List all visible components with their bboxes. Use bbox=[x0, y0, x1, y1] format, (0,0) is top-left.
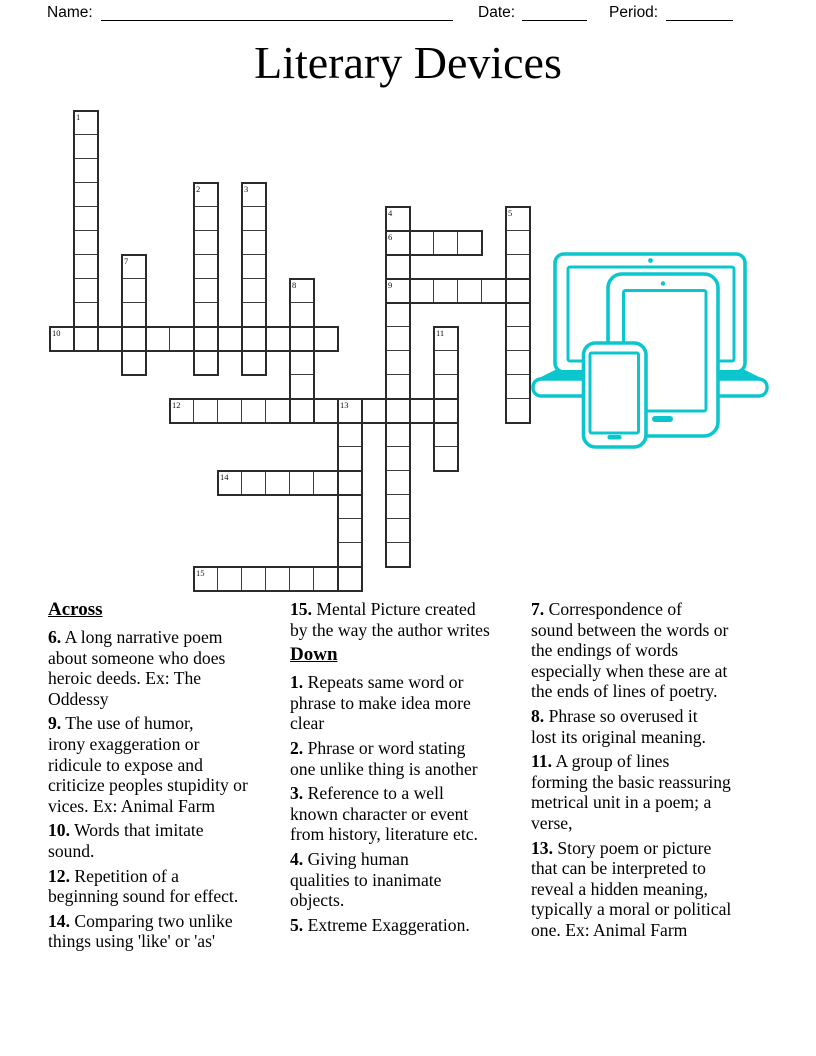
crossword-cell bbox=[241, 302, 267, 328]
crossword-cell bbox=[289, 566, 315, 592]
crossword-cell bbox=[313, 326, 339, 352]
clue-number: 6. bbox=[48, 627, 62, 647]
clue: 5. Extreme Exaggeration. bbox=[290, 914, 470, 935]
crossword-cell bbox=[385, 494, 411, 520]
crossword-cell bbox=[241, 470, 267, 496]
crossword-cell bbox=[385, 350, 411, 376]
crossword-cell bbox=[289, 374, 315, 400]
crossword-cell bbox=[193, 230, 219, 256]
crossword-cell bbox=[193, 398, 219, 424]
crossword-cell bbox=[73, 182, 99, 208]
crossword-cell bbox=[385, 302, 411, 328]
crossword-cell bbox=[337, 446, 363, 472]
crossword-cell bbox=[289, 470, 315, 496]
crossword-cell bbox=[73, 134, 99, 160]
date-blank-line bbox=[522, 20, 587, 21]
crossword-cell bbox=[361, 398, 387, 424]
crossword-cell bbox=[217, 398, 243, 424]
clue: 1. Repeats same word or phrase to make idea more clear bbox=[290, 672, 471, 734]
page-title: Literary Devices bbox=[254, 37, 562, 88]
crossword-cell bbox=[121, 302, 147, 328]
phone-home-button bbox=[608, 435, 622, 440]
clue-number: 1. bbox=[290, 672, 304, 693]
crossword-cell bbox=[505, 254, 531, 280]
crossword-cell bbox=[289, 398, 315, 424]
clue: 13. Story poem or picture that can be interpreted to reveal a hidden meaning, typically a moral or political one. Ex: Animal Farm bbox=[531, 837, 732, 940]
clue-number: 13. bbox=[531, 837, 553, 858]
crossword-cell bbox=[193, 278, 219, 304]
clue: 11. A group of lines forming the basic reassuring metrical unit in a poem; a verse, bbox=[531, 751, 731, 833]
crossword-cell bbox=[241, 398, 267, 424]
crossword-cell bbox=[121, 350, 147, 376]
crossword-cell bbox=[505, 326, 531, 352]
crossword-cell bbox=[217, 566, 243, 592]
clue-number: 12. bbox=[48, 865, 70, 886]
crossword-cell bbox=[265, 470, 291, 496]
crossword-cell bbox=[73, 302, 99, 328]
crossword-cell bbox=[121, 278, 147, 304]
crossword-cell bbox=[73, 158, 99, 184]
crossword-number: 2 bbox=[196, 183, 201, 194]
clue: 14. Comparing two unlike things using 'like' or 'as' bbox=[48, 910, 233, 952]
crossword-cell bbox=[241, 206, 267, 232]
crossword-cell bbox=[385, 446, 411, 472]
crossword-cell bbox=[433, 230, 459, 256]
crossword-cell bbox=[385, 398, 411, 424]
crossword-cell bbox=[505, 374, 531, 400]
clue: 8. Phrase so overused it lost its original meaning. bbox=[531, 705, 706, 747]
crossword-cell bbox=[385, 254, 411, 280]
crossword-number: 6 bbox=[388, 231, 393, 242]
crossword-cell bbox=[505, 278, 531, 304]
crossword-number: 1 bbox=[76, 111, 81, 122]
clue-list-heading: Across bbox=[48, 599, 103, 620]
clue-number: 9. bbox=[48, 713, 62, 734]
crossword-cell bbox=[457, 278, 483, 304]
phone-icon bbox=[584, 343, 647, 447]
crossword-cell bbox=[73, 278, 99, 304]
crossword-cell bbox=[433, 398, 459, 424]
crossword-number: 5 bbox=[508, 207, 513, 218]
crossword-number: 3 bbox=[244, 183, 249, 194]
clue: 15. Mental Picture created by the way the author writes bbox=[290, 599, 490, 640]
clue-number: 11. bbox=[531, 751, 553, 772]
period-label: Period: bbox=[609, 4, 659, 21]
crossword-grid bbox=[49, 110, 533, 594]
period-blank-line bbox=[666, 20, 733, 21]
crossword-cell bbox=[193, 206, 219, 232]
crossword-cell bbox=[145, 326, 171, 352]
crossword-cell bbox=[337, 566, 363, 592]
crossword-cell bbox=[121, 326, 147, 352]
crossword-cell bbox=[505, 230, 531, 256]
clue-number: 15. bbox=[290, 599, 312, 619]
crossword-cell bbox=[169, 326, 195, 352]
crossword-cell bbox=[433, 278, 459, 304]
crossword-cell bbox=[265, 326, 291, 352]
crossword-cell bbox=[193, 254, 219, 280]
crossword-cell bbox=[433, 374, 459, 400]
crossword-cell bbox=[481, 278, 507, 304]
crossword-cell bbox=[241, 254, 267, 280]
crossword-cell bbox=[289, 350, 315, 376]
crossword-cell bbox=[265, 566, 291, 592]
crossword-cell bbox=[313, 566, 339, 592]
clue-number: 7. bbox=[531, 599, 545, 619]
clue: 12. Repetition of a beginning sound for effect. bbox=[48, 865, 239, 907]
crossword-cell bbox=[241, 230, 267, 256]
tablet-home-button bbox=[652, 416, 673, 422]
crossword-cell bbox=[241, 350, 267, 376]
clue-number: 4. bbox=[290, 848, 304, 869]
crossword-cell bbox=[97, 326, 123, 352]
crossword-cell bbox=[289, 302, 315, 328]
crossword-cell bbox=[409, 278, 435, 304]
tablet-camera-dot bbox=[661, 281, 665, 285]
name-blank-line bbox=[101, 20, 453, 21]
crossword-cell bbox=[193, 326, 219, 352]
crossword-cell bbox=[385, 422, 411, 448]
clue-number: 5. bbox=[290, 914, 304, 935]
crossword-number: 14 bbox=[220, 471, 229, 482]
clue: 3. Reference to a well known character or event from history, literature etc. bbox=[290, 783, 478, 845]
crossword-number: 7 bbox=[124, 255, 129, 266]
crossword-cell bbox=[241, 566, 267, 592]
crossword-cell bbox=[73, 326, 99, 352]
clue-column-2 bbox=[290, 599, 530, 939]
laptop-camera-dot bbox=[648, 258, 653, 263]
crossword-cell bbox=[337, 542, 363, 568]
crossword-cell bbox=[73, 206, 99, 232]
crossword-cell bbox=[241, 278, 267, 304]
crossword-cell bbox=[241, 326, 267, 352]
crossword-cell bbox=[385, 470, 411, 496]
crossword-cell bbox=[265, 398, 291, 424]
crossword-number: 13 bbox=[340, 399, 349, 410]
crossword-cell bbox=[73, 230, 99, 256]
clue: 6. A long narrative poem about someone who does heroic deeds. Ex: The Oddessy bbox=[48, 627, 226, 709]
clue: 2. Phrase or word stating one unlike thing is another bbox=[290, 737, 478, 779]
clue: 9. The use of humor, irony exaggeration or ridicule to expose and criticize peoples stupidity or vices. Ex: Animal Farm bbox=[48, 713, 248, 816]
crossword-number: 9 bbox=[388, 279, 393, 290]
crossword-cell bbox=[385, 326, 411, 352]
clue: 4. Giving human qualities to inanimate objects. bbox=[290, 848, 442, 911]
crossword-cell bbox=[289, 326, 315, 352]
crossword-cell bbox=[313, 470, 339, 496]
crossword-cell bbox=[409, 398, 435, 424]
crossword-number: 15 bbox=[196, 567, 205, 578]
crossword-number: 4 bbox=[388, 207, 393, 218]
clue-number: 14. bbox=[48, 910, 70, 931]
clue-number: 2. bbox=[290, 737, 304, 758]
crossword-cell bbox=[217, 326, 243, 352]
crossword-cell bbox=[505, 350, 531, 376]
clue-number: 10. bbox=[48, 820, 70, 841]
clue-number: 3. bbox=[290, 783, 304, 804]
crossword-cell bbox=[385, 518, 411, 544]
crossword-cell bbox=[385, 542, 411, 568]
clue: 7. Correspondence of sound between the words or the endings of words especially when these are at the ends of lines of poetry. bbox=[531, 599, 729, 702]
crossword-cell bbox=[505, 302, 531, 328]
clue-column-3 bbox=[531, 599, 773, 945]
clue-list-heading: Down bbox=[290, 644, 338, 666]
crossword-cell bbox=[193, 302, 219, 328]
crossword-number: 10 bbox=[52, 327, 61, 338]
crossword-cell bbox=[433, 350, 459, 376]
crossword-cell bbox=[337, 518, 363, 544]
crossword-number: 12 bbox=[172, 399, 181, 410]
clue-column-1 bbox=[48, 599, 284, 956]
crossword-cell bbox=[337, 422, 363, 448]
date-label: Date: bbox=[478, 4, 516, 21]
crossword-cell bbox=[193, 350, 219, 376]
crossword-cell bbox=[409, 230, 435, 256]
crossword-number: 11 bbox=[436, 327, 445, 338]
crossword-cell bbox=[73, 254, 99, 280]
name-label: Name: bbox=[47, 4, 93, 21]
crossword-cell bbox=[457, 230, 483, 256]
devices-illustration bbox=[530, 240, 770, 452]
crossword-cell bbox=[433, 422, 459, 448]
crossword-cell bbox=[337, 494, 363, 520]
clue-number: 8. bbox=[531, 705, 545, 726]
crossword-cell bbox=[385, 374, 411, 400]
crossword-cell bbox=[313, 398, 339, 424]
clue: 10. Words that imitate sound. bbox=[48, 820, 204, 861]
crossword-cell bbox=[433, 446, 459, 472]
crossword-cell bbox=[337, 470, 363, 496]
crossword-cell bbox=[505, 398, 531, 424]
crossword-number: 8 bbox=[292, 279, 297, 290]
